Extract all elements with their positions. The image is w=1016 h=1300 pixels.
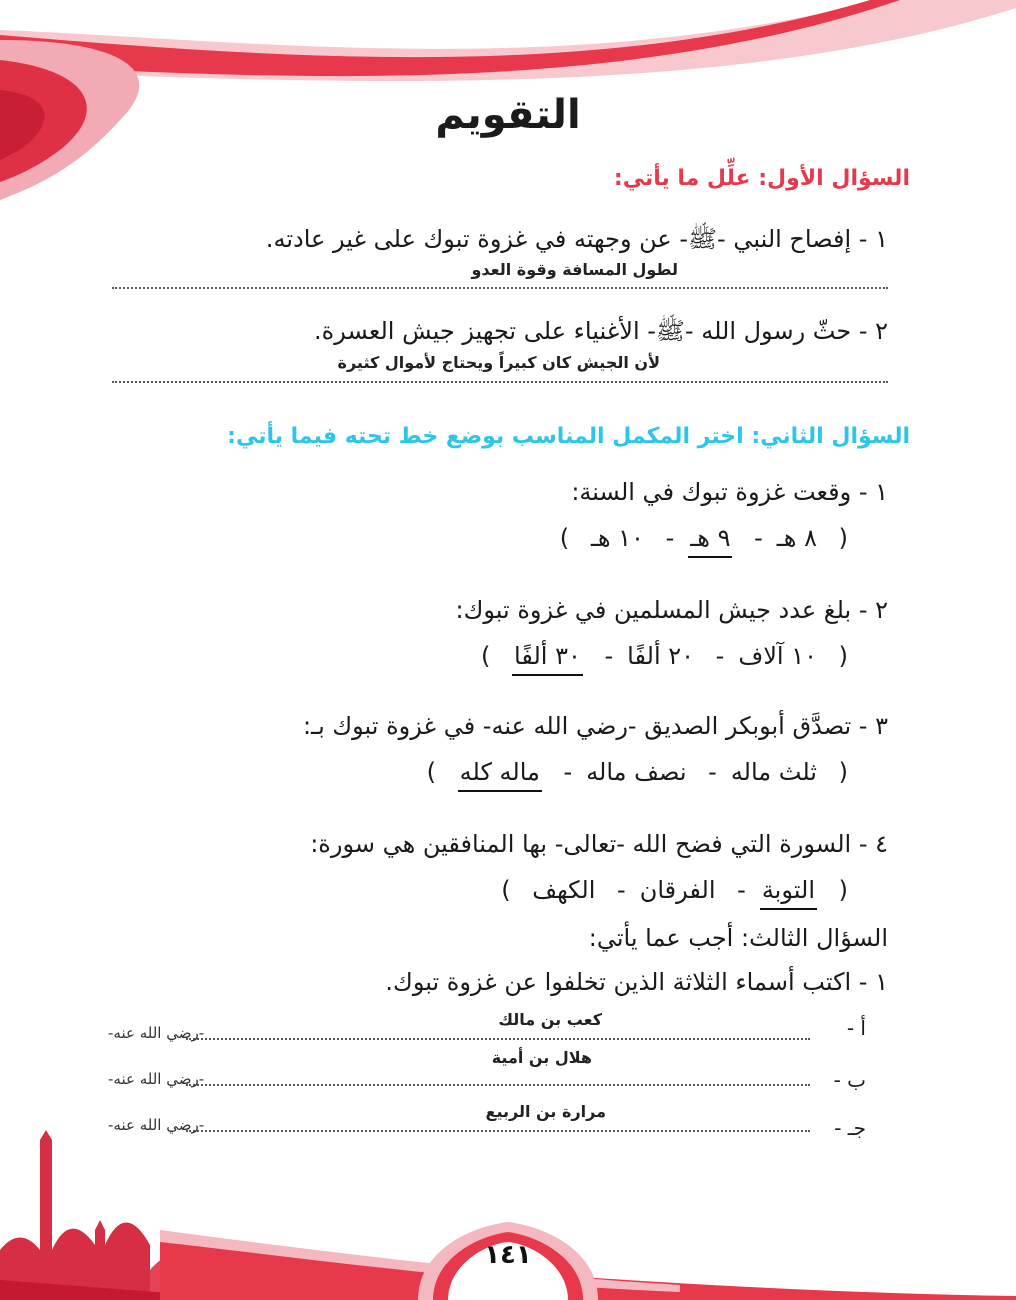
choice-option[interactable]: الفرقان bbox=[639, 876, 716, 904]
q3-honorific-b: -رضي الله عنه- bbox=[108, 1070, 205, 1088]
q2-item-2-choices: ( ١٠ آلاف- ٢٠ ألفًا- ٣٠ ألفًا ) bbox=[481, 642, 848, 670]
q2-item-1: ١ - وقعت غزوة تبوك في السنة: bbox=[571, 478, 888, 506]
q2-item-2: ٢ - بلغ عدد جيش المسلمين في غزوة تبوك: bbox=[455, 596, 888, 624]
q2-item-3: ٣ - تصدَّق أبوبكر الصديق -رضي الله عنه- في غزوة تبوك بـ: bbox=[302, 712, 888, 740]
q3-heading: السؤال الثالث: أجب عما يأتي: bbox=[588, 924, 888, 952]
choice-option-selected[interactable]: التوبة bbox=[760, 876, 817, 910]
q2-item-3-choices: ( ثلث ماله- نصف ماله- ماله كله ) bbox=[427, 758, 848, 786]
q3-answer-label-a: أ - bbox=[846, 1016, 866, 1040]
q3-answer-name-c[interactable]: مرارة بن الربيع bbox=[485, 1102, 606, 1121]
page-number: ١٤١ bbox=[484, 1240, 532, 1270]
q3-answer-name-b[interactable]: هلال بن أمية bbox=[491, 1048, 592, 1067]
q3-answer-name-a[interactable]: كعب بن مالك bbox=[498, 1010, 602, 1029]
q3-answer-line-a bbox=[186, 1038, 810, 1040]
q1-item-2-answer-line bbox=[112, 381, 888, 383]
q1-item-1: ١ - إفصاح النبي -ﷺ- عن وجهته في غزوة تبوك على غير عادته. bbox=[265, 225, 888, 253]
q1-heading: السؤال الأول: علِّل ما يأتي: bbox=[613, 166, 910, 191]
q3-answer-line-b bbox=[186, 1084, 810, 1086]
choice-option[interactable]: ثلث ماله bbox=[730, 758, 817, 786]
q2-heading: السؤال الثاني: اختر المكمل المناسب بوضع خط تحته فيما يأتي: bbox=[227, 424, 910, 449]
choice-option-selected[interactable]: ٩ هـ bbox=[688, 524, 732, 558]
q2-item-4-choices: ( التوبة- الفرقان- الكهف ) bbox=[501, 876, 848, 904]
choice-option[interactable]: ٢٠ ألفًا bbox=[627, 642, 695, 670]
q2-item-4: ٤ - السورة التي فضح الله -تعالى- بها المنافقين هي سورة: bbox=[310, 830, 888, 858]
choice-option[interactable]: نصف ماله bbox=[586, 758, 687, 786]
choice-option[interactable]: ١٠ آلاف bbox=[738, 642, 817, 670]
q3-honorific-c: -رضي الله عنه- bbox=[108, 1116, 205, 1134]
q3-answer-label-c: جـ - bbox=[834, 1116, 866, 1140]
choice-option[interactable]: الكهف bbox=[532, 876, 596, 904]
page-title: التقويم bbox=[435, 92, 581, 138]
q3-question: ١ - اكتب أسماء الثلاثة الذين تخلفوا عن غزوة تبوك. bbox=[385, 968, 888, 996]
q3-answer-line-c bbox=[186, 1130, 810, 1132]
choice-option-selected[interactable]: ٣٠ ألفًا bbox=[512, 642, 583, 676]
q2-item-1-choices: ( ٨ هـ- ٩ هـ- ١٠ هـ ) bbox=[560, 524, 848, 552]
choice-option-selected[interactable]: ماله كله bbox=[458, 758, 542, 792]
q1-item-2: ٢ - حثّ رسول الله -ﷺ- الأغنياء على تجهيز جيش العسرة. bbox=[314, 317, 888, 345]
choice-option[interactable]: ٨ هـ bbox=[776, 524, 817, 552]
q1-item-1-answer[interactable]: لطول المسافة وقوة العدو bbox=[471, 260, 678, 279]
q3-answer-label-b: ب - bbox=[833, 1068, 866, 1092]
choice-option[interactable]: ١٠ هـ bbox=[590, 524, 644, 552]
q1-item-2-answer[interactable]: لأن الجيش كان كبيراً ويحتاج لأموال كثيرة bbox=[337, 353, 660, 372]
q1-item-1-answer-line bbox=[112, 287, 888, 289]
q3-honorific-a: -رضي الله عنه- bbox=[108, 1024, 205, 1042]
